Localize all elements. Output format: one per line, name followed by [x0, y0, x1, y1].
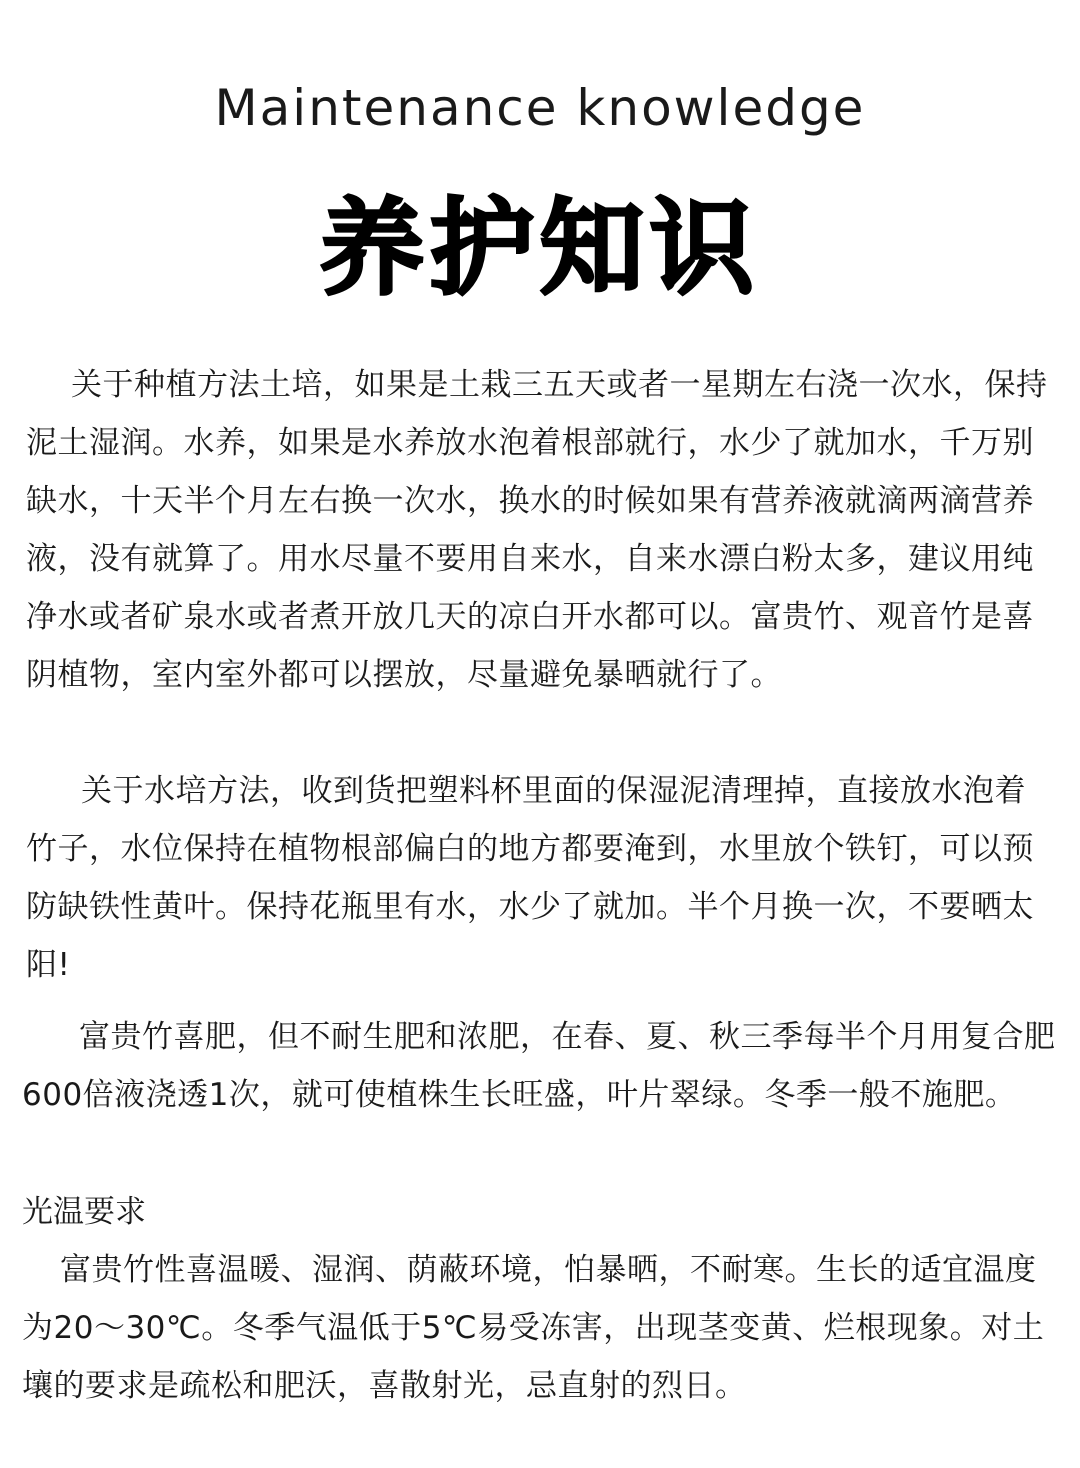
paragraph-light-temperature: 富贵竹性喜温暖、湿润、荫蔽环境，怕暴晒，不耐寒。生长的适宜温度为20～30℃。冬季气温低于5℃易受冻害，出现茎变黄、烂根现象。对土壤的要求是疏松和肥沃，喜散射光，忌直射的烈日。 [22, 1252, 1045, 1404]
paragraph-soil-cultivation: 关于种植方法土培，如果是土栽三五天或者一星期左右浇一次水，保持泥土湿润。水养，如果是水养放水泡着根部就行，水少了就加水，千万别缺水，十天半个月左右换一次水，换水的时候如果有营养液就滴两滴营养液，没有就算了。用水尽量不要用自来水，自来水漂白粉太多，建议用纯净水或者矿泉水或者煮开放几天的凉白开水都可以。富贵竹、观音竹是喜阴植物，室内室外都可以摆放，尽量避免暴晒就行了。 [26, 367, 1048, 693]
section-heading-light-temperature: 光温要求 [22, 1194, 146, 1230]
english-subtitle: Maintenance knowledge [214, 79, 866, 137]
paragraph-water-cultivation: 关于水培方法，收到货把塑料杯里面的保湿泥清理掉，直接放水泡着竹子，水位保持在植物根部偏白的地方都要淹到，水里放个铁钉，可以预防缺铁性黄叶。保持花瓶里有水，水少了就加。半个月换一次，不要晒太阳! [26, 773, 1034, 983]
paragraph-fertilizer: 富贵竹喜肥，但不耐生肥和浓肥，在春、夏、秋三季每半个月用复合肥600倍液浇透1次，就可使植株生长旺盛，叶片翠绿。冬季一般不施肥。 [22, 1019, 1056, 1113]
page-title: 养护知识 [319, 187, 760, 309]
